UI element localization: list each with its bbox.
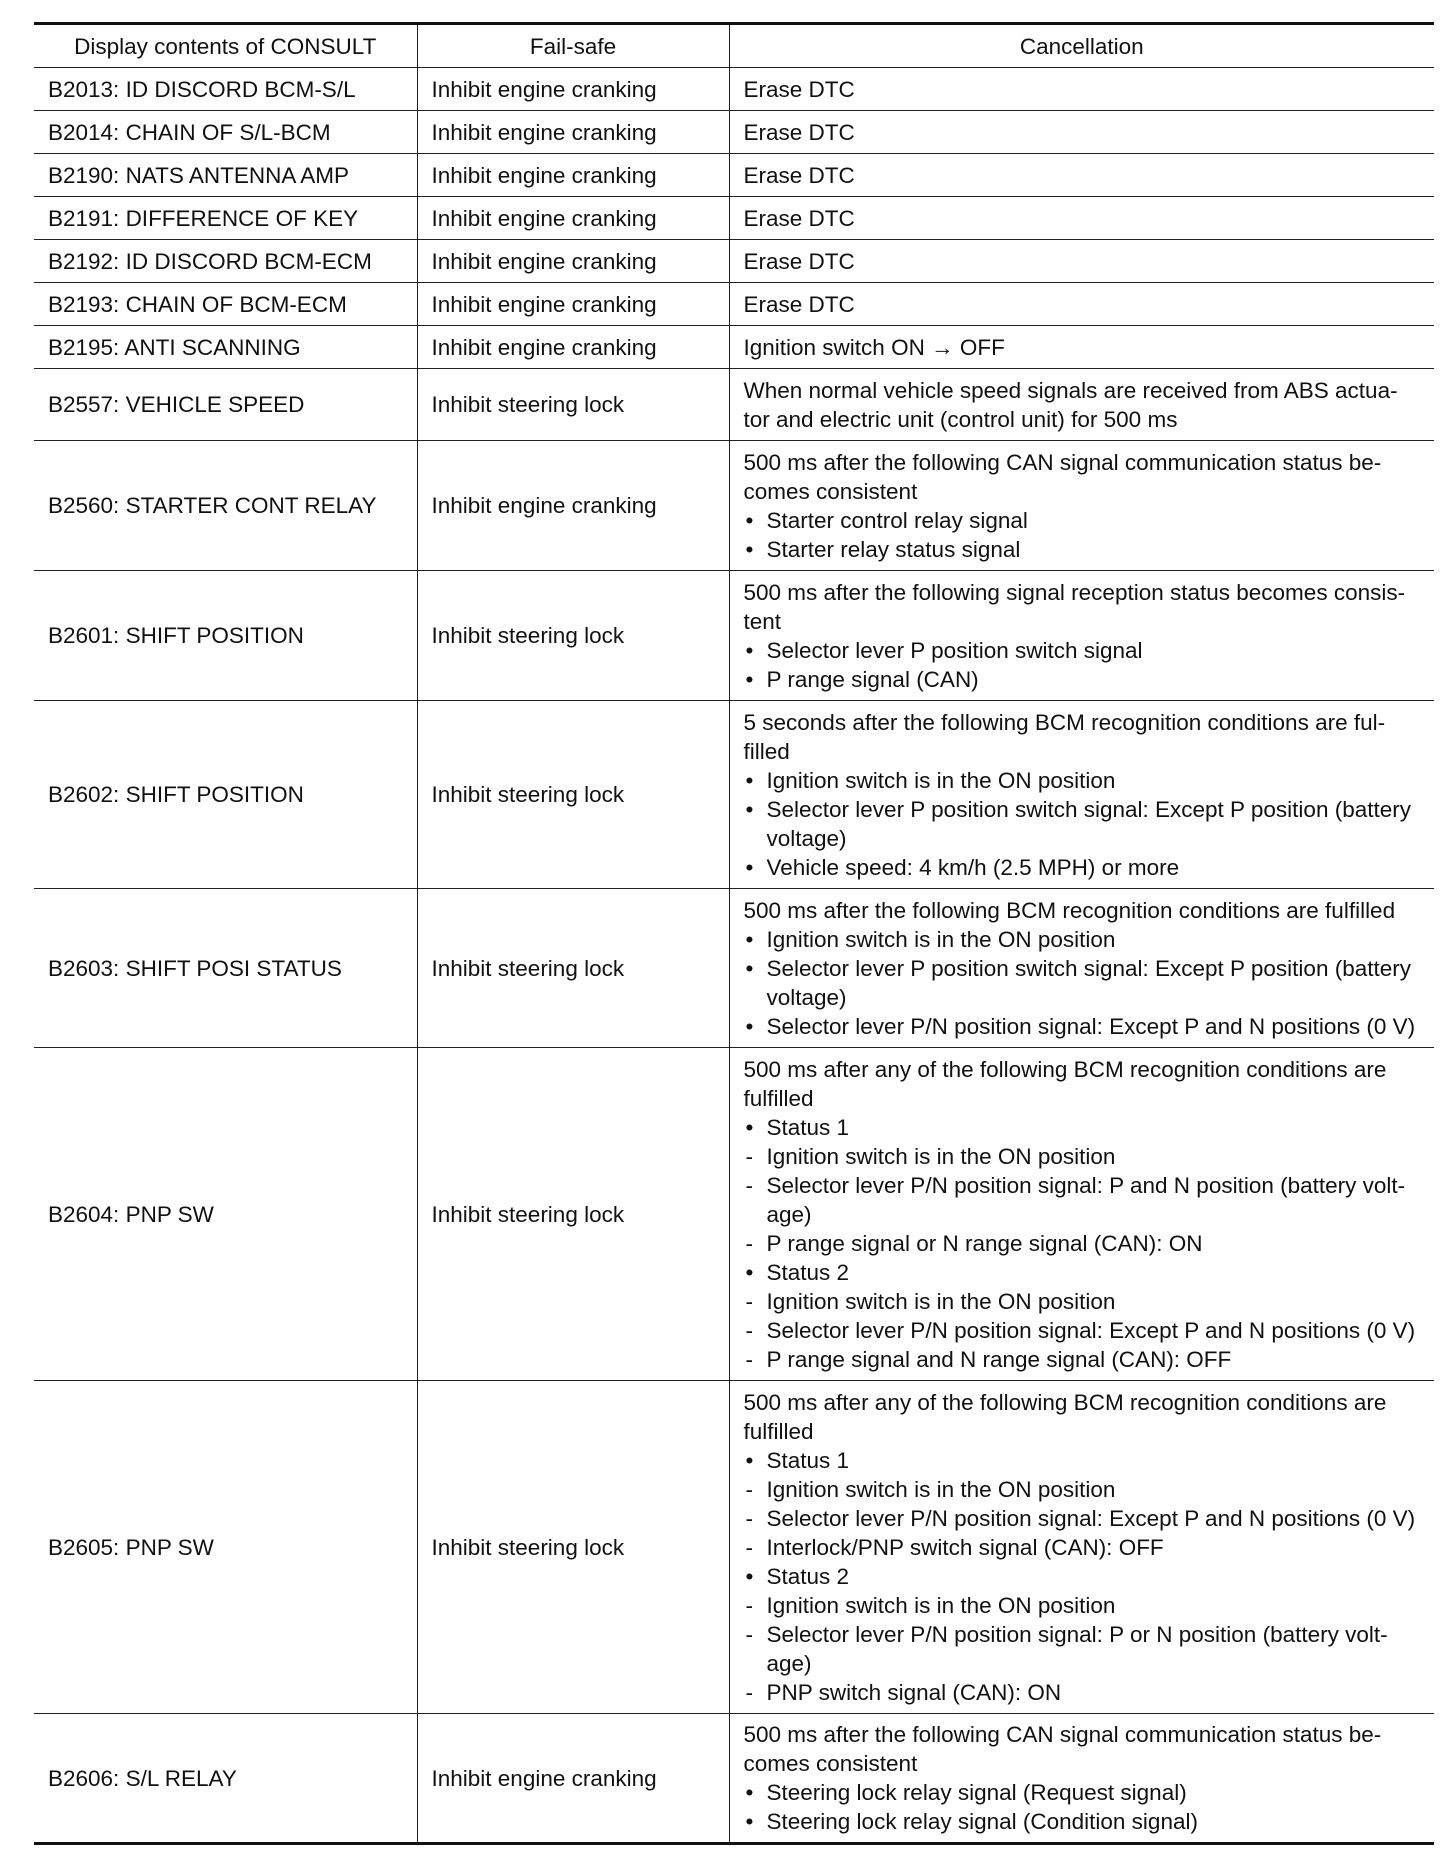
cancellation-cell bbox=[729, 701, 1434, 889]
display-contents-cell: B2014: CHAIN OF S/L-BCM bbox=[34, 111, 417, 154]
cancellation-cell bbox=[729, 1714, 1434, 1844]
list-item-text: P range signal and N range signal (CAN): OFF bbox=[766, 1346, 1232, 1372]
fail-safe-cell: Inhibit engine cranking bbox=[417, 68, 729, 111]
display-contents-cell: B2192: ID DISCORD BCM-ECM bbox=[34, 240, 417, 283]
list-item-text: Ignition switch is in the ON position bbox=[766, 1143, 1116, 1169]
bullet-list-item bbox=[744, 766, 1429, 795]
display-contents-cell: B2605: PNP SW bbox=[34, 1381, 417, 1714]
fail-safe-cell: Inhibit engine cranking bbox=[417, 111, 729, 154]
bullet-list-item bbox=[744, 1778, 1429, 1807]
fail-safe-cell: Inhibit engine cranking bbox=[417, 1714, 729, 1844]
dash-marker-icon: - bbox=[745, 1505, 753, 1531]
table-row bbox=[34, 571, 1434, 701]
dash-list-item bbox=[744, 1345, 1429, 1374]
list-item-text: Vehicle speed: 4 km/h (2.5 MPH) or more bbox=[766, 854, 1180, 880]
bullet-list-item bbox=[744, 795, 1429, 853]
cancellation-text-line: When normal vehicle speed signals are received from ABS actua- bbox=[743, 377, 1398, 403]
display-contents-cell: B2191: DIFFERENCE OF KEY bbox=[34, 197, 417, 240]
display-contents-cell: B2606: S/L RELAY bbox=[34, 1714, 417, 1844]
cancellation-cell bbox=[729, 197, 1434, 240]
display-contents-cell: B2013: ID DISCORD BCM-S/L bbox=[34, 68, 417, 111]
dash-marker-icon: - bbox=[745, 1679, 753, 1705]
fail-safe-cell: Inhibit engine cranking bbox=[417, 197, 729, 240]
table-row bbox=[34, 701, 1434, 889]
header-cancellation: Cancellation bbox=[729, 24, 1434, 68]
table-row bbox=[34, 1048, 1434, 1381]
bullet-marker-icon: • bbox=[745, 1013, 754, 1039]
fail-safe-cell: Inhibit steering lock bbox=[417, 889, 729, 1048]
dash-marker-icon: - bbox=[745, 1143, 753, 1169]
bullet-marker-icon: • bbox=[745, 1114, 754, 1140]
table-row bbox=[34, 326, 1434, 369]
list-item-text: Steering lock relay signal (Condition signal) bbox=[766, 1809, 1198, 1834]
table-row bbox=[34, 1381, 1434, 1714]
cancellation-text-line: 500 ms after the following CAN signal communication status be- bbox=[743, 1722, 1382, 1747]
bullet-marker-icon: • bbox=[745, 796, 754, 822]
cancellation-cell bbox=[729, 1381, 1434, 1714]
dash-list-item bbox=[744, 1591, 1429, 1620]
cancellation-text-line: 500 ms after the following signal reception status becomes consis- bbox=[743, 579, 1406, 605]
cancellation-text-line: tor and electric unit (control unit) for 500 ms bbox=[743, 406, 1178, 432]
bullet-list-item bbox=[744, 1562, 1429, 1591]
list-item-text: Status 2 bbox=[766, 1563, 850, 1589]
dash-list-item bbox=[744, 1533, 1429, 1562]
dash-marker-icon: - bbox=[745, 1172, 753, 1198]
dash-marker-icon: - bbox=[745, 1346, 753, 1372]
cancellation-text-line: Erase DTC bbox=[743, 76, 855, 102]
cancellation-text-line: tent bbox=[743, 608, 782, 634]
dash-list-item bbox=[744, 1229, 1429, 1258]
list-item-text: Starter relay status signal bbox=[766, 536, 1021, 562]
list-item-text: Ignition switch is in the ON position bbox=[766, 1288, 1116, 1314]
list-item-text: Interlock/PNP switch signal (CAN): OFF bbox=[766, 1534, 1164, 1560]
display-contents-cell: B2602: SHIFT POSITION bbox=[34, 701, 417, 889]
cancellation-cell bbox=[729, 326, 1434, 369]
display-contents-cell: B2603: SHIFT POSI STATUS bbox=[34, 889, 417, 1048]
dash-list-item bbox=[744, 1316, 1429, 1345]
dash-marker-icon: - bbox=[745, 1288, 753, 1314]
table-row bbox=[34, 68, 1434, 111]
table-row bbox=[34, 240, 1434, 283]
cancellation-text-line: comes consistent bbox=[743, 1751, 918, 1776]
list-item-text: Selector lever P/N position signal: Except P and N positions (0 V) bbox=[766, 1013, 1416, 1039]
table-header bbox=[34, 24, 1434, 68]
cancellation-cell bbox=[729, 154, 1434, 197]
bullet-list-item bbox=[744, 853, 1429, 882]
table-row bbox=[34, 889, 1434, 1048]
list-item-text: Ignition switch is in the ON position bbox=[766, 1476, 1116, 1502]
list-item-text: Status 1 bbox=[766, 1447, 850, 1473]
display-contents-cell: B2190: NATS ANTENNA AMP bbox=[34, 154, 417, 197]
cancellation-cell bbox=[729, 111, 1434, 154]
bullet-list-item bbox=[744, 636, 1429, 665]
cancellation-cell bbox=[729, 1048, 1434, 1381]
fail-safe-cell: Inhibit steering lock bbox=[417, 1381, 729, 1714]
bullet-list-item bbox=[744, 925, 1429, 954]
list-item-text: P range signal or N range signal (CAN): ON bbox=[766, 1230, 1203, 1256]
bullet-list-item bbox=[744, 1012, 1429, 1041]
dash-list-item bbox=[744, 1678, 1429, 1707]
table-row bbox=[34, 283, 1434, 326]
table-body bbox=[34, 68, 1434, 1844]
list-item-text: Ignition switch is in the ON position bbox=[766, 767, 1116, 793]
display-contents-cell: B2601: SHIFT POSITION bbox=[34, 571, 417, 701]
dash-list-item bbox=[744, 1620, 1429, 1678]
list-item-text: Ignition switch is in the ON position bbox=[766, 1592, 1116, 1618]
cancellation-cell bbox=[729, 68, 1434, 111]
display-contents-cell: B2195: ANTI SCANNING bbox=[34, 326, 417, 369]
bullet-list-item bbox=[744, 535, 1429, 564]
bullet-list-item bbox=[744, 1446, 1429, 1475]
cancellation-text-line: Erase DTC bbox=[743, 205, 855, 231]
bullet-list-item bbox=[744, 954, 1429, 1012]
fail-safe-cell: Inhibit engine cranking bbox=[417, 283, 729, 326]
cancellation-cell bbox=[729, 240, 1434, 283]
cancellation-cell bbox=[729, 571, 1434, 701]
bullet-marker-icon: • bbox=[745, 1563, 754, 1589]
table-row bbox=[34, 111, 1434, 154]
cancellation-text-line: Erase DTC bbox=[743, 162, 855, 188]
display-contents-cell: B2557: VEHICLE SPEED bbox=[34, 369, 417, 441]
cancellation-text-line: Erase DTC bbox=[743, 291, 855, 317]
fail-safe-cell: Inhibit steering lock bbox=[417, 571, 729, 701]
bullet-list-item bbox=[744, 665, 1429, 694]
cancellation-text-line: Erase DTC bbox=[743, 119, 855, 145]
fail-safe-cell: Inhibit steering lock bbox=[417, 369, 729, 441]
fail-safe-cell: Inhibit steering lock bbox=[417, 1048, 729, 1381]
list-item-text: Selector lever P/N position signal: Except P and N positions (0 V) bbox=[766, 1317, 1416, 1343]
list-item-text: Selector lever P position switch signal: Except P position (battery voltage) bbox=[766, 955, 1411, 1010]
list-item-text: PNP switch signal (CAN): ON bbox=[766, 1679, 1062, 1705]
display-contents-cell: B2193: CHAIN OF BCM-ECM bbox=[34, 283, 417, 326]
table-row bbox=[34, 1714, 1434, 1844]
table-row bbox=[34, 154, 1434, 197]
cancellation-cell bbox=[729, 369, 1434, 441]
bullet-marker-icon: • bbox=[745, 926, 754, 952]
bullet-marker-icon: • bbox=[745, 507, 754, 533]
cancellation-text-line: 500 ms after the following BCM recognition conditions are fulfilled bbox=[743, 897, 1396, 923]
bullet-marker-icon: • bbox=[745, 854, 754, 880]
bullet-marker-icon: • bbox=[745, 1780, 754, 1805]
dash-list-item bbox=[744, 1475, 1429, 1504]
bullet-marker-icon: • bbox=[745, 536, 754, 562]
list-item-text: Starter control relay signal bbox=[766, 507, 1028, 533]
fail-safe-cell: Inhibit engine cranking bbox=[417, 326, 729, 369]
display-contents-cell: B2560: STARTER CONT RELAY bbox=[34, 441, 417, 571]
dash-marker-icon: - bbox=[745, 1476, 753, 1502]
dash-marker-icon: - bbox=[745, 1621, 753, 1647]
fail-safe-table bbox=[34, 22, 1434, 1845]
list-item-text: Selector lever P position switch signal bbox=[766, 637, 1143, 663]
header-fail-safe: Fail-safe bbox=[417, 24, 729, 68]
list-item-text: Selector lever P/N position signal: Except P and N positions (0 V) bbox=[766, 1505, 1416, 1531]
cancellation-text-line: filled bbox=[743, 738, 790, 764]
fail-safe-cell: Inhibit engine cranking bbox=[417, 240, 729, 283]
bullet-list-item bbox=[744, 506, 1429, 535]
fail-safe-cell: Inhibit steering lock bbox=[417, 701, 729, 889]
cancellation-text-line: 500 ms after the following CAN signal communication status be- bbox=[743, 449, 1382, 475]
table-row bbox=[34, 197, 1434, 240]
dash-list-item bbox=[744, 1171, 1429, 1229]
cancellation-text-line: Erase DTC bbox=[743, 248, 855, 274]
cancellation-text-line: 500 ms after any of the following BCM recognition conditions are bbox=[743, 1389, 1387, 1415]
cancellation-text-line: comes consistent bbox=[743, 478, 918, 504]
bullet-list-item bbox=[744, 1258, 1429, 1287]
dash-list-item bbox=[744, 1504, 1429, 1533]
cancellation-cell bbox=[729, 441, 1434, 571]
dash-list-item bbox=[744, 1287, 1429, 1316]
header-display-contents: Display contents of CONSULT bbox=[34, 24, 417, 68]
dash-marker-icon: - bbox=[745, 1592, 753, 1618]
header-row bbox=[34, 24, 1434, 68]
bullet-marker-icon: • bbox=[745, 1809, 754, 1834]
cancellation-text-line: fulfilled bbox=[743, 1418, 814, 1444]
bullet-marker-icon: • bbox=[745, 666, 754, 692]
list-item-text: Steering lock relay signal (Request signal) bbox=[766, 1780, 1187, 1805]
bullet-marker-icon: • bbox=[745, 767, 754, 793]
list-item-text: Status 2 bbox=[766, 1259, 850, 1285]
table-row bbox=[34, 369, 1434, 441]
list-item-text: Ignition switch is in the ON position bbox=[766, 926, 1116, 952]
cancellation-text-line: Ignition switch ON → OFF bbox=[743, 334, 1005, 360]
bullet-list-item bbox=[744, 1113, 1429, 1142]
cancellation-text-line: fulfilled bbox=[743, 1085, 814, 1111]
fail-safe-cell: Inhibit engine cranking bbox=[417, 154, 729, 197]
dash-list-item bbox=[744, 1142, 1429, 1171]
bullet-marker-icon: • bbox=[745, 637, 754, 663]
cancellation-cell bbox=[729, 889, 1434, 1048]
cancellation-text-line: 500 ms after any of the following BCM recognition conditions are bbox=[743, 1056, 1387, 1082]
dash-marker-icon: - bbox=[745, 1230, 753, 1256]
fail-safe-cell: Inhibit engine cranking bbox=[417, 441, 729, 571]
display-contents-cell: B2604: PNP SW bbox=[34, 1048, 417, 1381]
list-item-text: Selector lever P/N position signal: P and N position (battery volt-age) bbox=[766, 1172, 1406, 1227]
list-item-text: Selector lever P position switch signal: Except P position (battery voltage) bbox=[766, 796, 1411, 851]
dash-marker-icon: - bbox=[745, 1317, 753, 1343]
dash-marker-icon: - bbox=[745, 1534, 753, 1560]
bullet-list-item bbox=[744, 1807, 1429, 1836]
list-item-text: P range signal (CAN) bbox=[766, 666, 979, 692]
list-item-text: Selector lever P/N position signal: P or N position (battery volt-age) bbox=[766, 1621, 1388, 1676]
bullet-marker-icon: • bbox=[745, 1447, 754, 1473]
list-item-text: Status 1 bbox=[766, 1114, 850, 1140]
bullet-marker-icon: • bbox=[745, 1259, 754, 1285]
table-row bbox=[34, 441, 1434, 571]
bullet-marker-icon: • bbox=[745, 955, 754, 981]
cancellation-text-line: 5 seconds after the following BCM recognition conditions are ful- bbox=[743, 709, 1386, 735]
cancellation-cell bbox=[729, 283, 1434, 326]
